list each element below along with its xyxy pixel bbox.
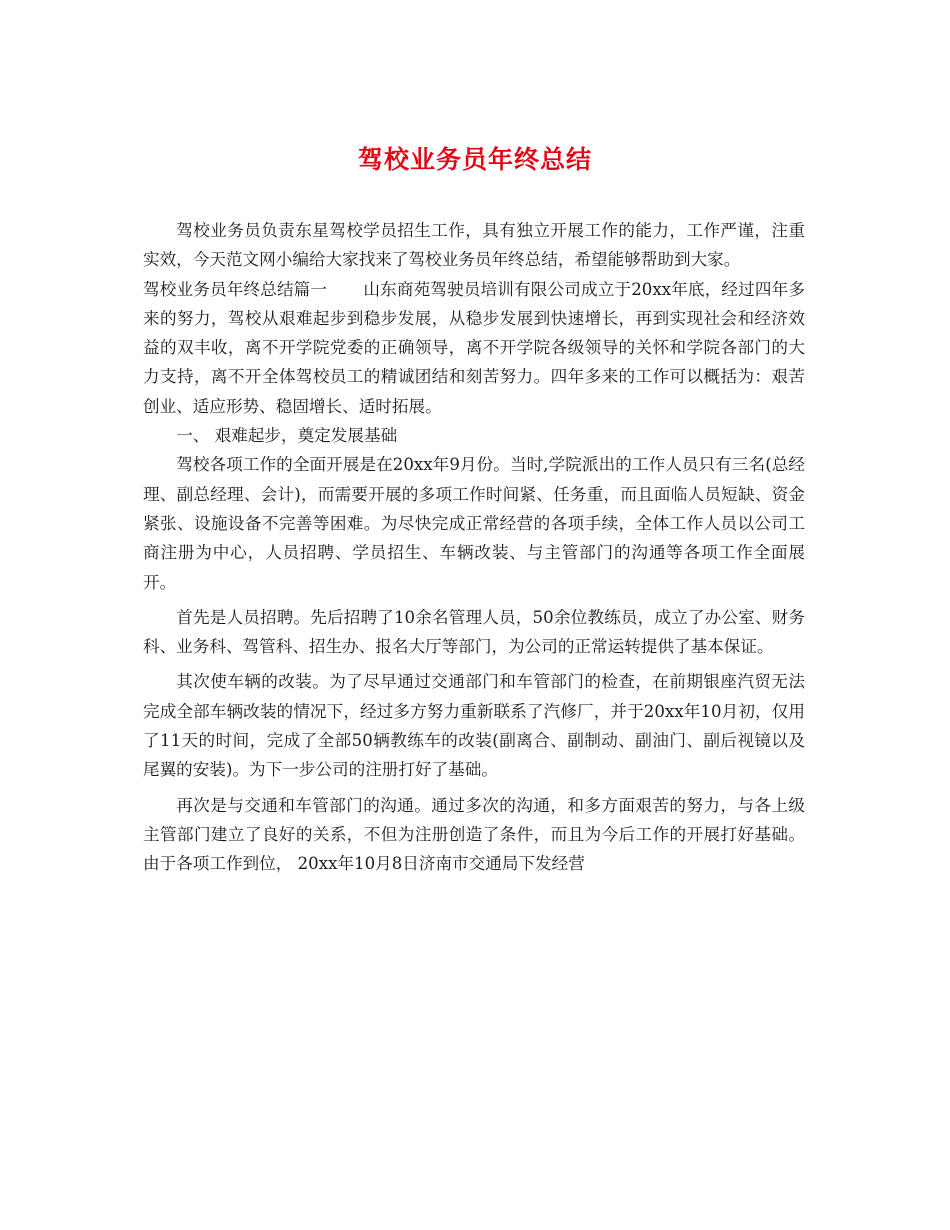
body-paragraph-3: 其次使车辆的改装。为了尽早通过交通部门和车管部门的检查，在前期银座汽贸无法完成全部车辆改装的情况下，经过多方努力重新联系了汽修厂，并于20xx年10月初，仅用了11天的时间，完成了全部50辆教练车的改装(副离合、副制动、副油门、副后视镜以及尾翼的安装)。为下一步公司的注册打好了基础。 [143, 672, 805, 780]
body-paragraph-4: 再次是与交通和车管部门的沟通。通过多次的沟通，和多方面艰苦的努力，与各上级主管部门建立了良好的关系，不但为注册创造了条件，而且为今后工作的开展打好基础。由于各项工作到位， 20xx年10月8日济南市交通局下发经营 [143, 795, 805, 874]
section-paragraph [143, 275, 805, 421]
section-text: 山东商苑驾驶员培训有限公司成立于20xx年底，经过四年多来的努力，驾校从艰难起步到稳步发展，从稳步发展到快速增长，再到实现社会和经济效益的双丰收，离不开学院党委的正确领导，离不开学院各级领导的关怀和学院各部门的大力支持，离不开全体驾校员工的精诚团结和刻苦努力。四年多来的工作可以概括为：艰苦创业、适应形势、稳固增长、适时拓展。 [143, 279, 806, 416]
document-body [143, 216, 805, 879]
section-label: 驾校业务员年终总结篇一 [143, 279, 328, 299]
intro-paragraph: 驾校业务员负责东星驾校学员招生工作，具有独立开展工作的能力，工作严谨，注重实效，今天范文网小编给大家找来了驾校业务员年终总结，希望能够帮助到大家。 [143, 221, 805, 270]
section-heading-1: 一、 艰难起步，奠定发展基础 [176, 426, 398, 446]
body-paragraph-1: 驾校各项工作的全面开展是在20xx年9月份。当时,学院派出的工作人员只有三名(总经理、副总经理、会计)，而需要开展的多项工作时间紧、任务重，而且面临人员短缺、资金紧张、设施设备不完善等困难。为尽快完成正常经营的各项手续，全体工作人员以公司工商注册为中心，人员招聘、学员招生、车辆改装、与主管部门的沟通等各项工作全面展开。 [143, 455, 805, 592]
document-title: 驾校业务员年终总结 [357, 145, 592, 174]
body-paragraph-2: 首先是人员招聘。先后招聘了10余名管理人员，50余位教练员，成立了办公室、财务科、业务科、驾管科、招生办、报名大厅等部门，为公司的正常运转提供了基本保证。 [143, 607, 805, 657]
